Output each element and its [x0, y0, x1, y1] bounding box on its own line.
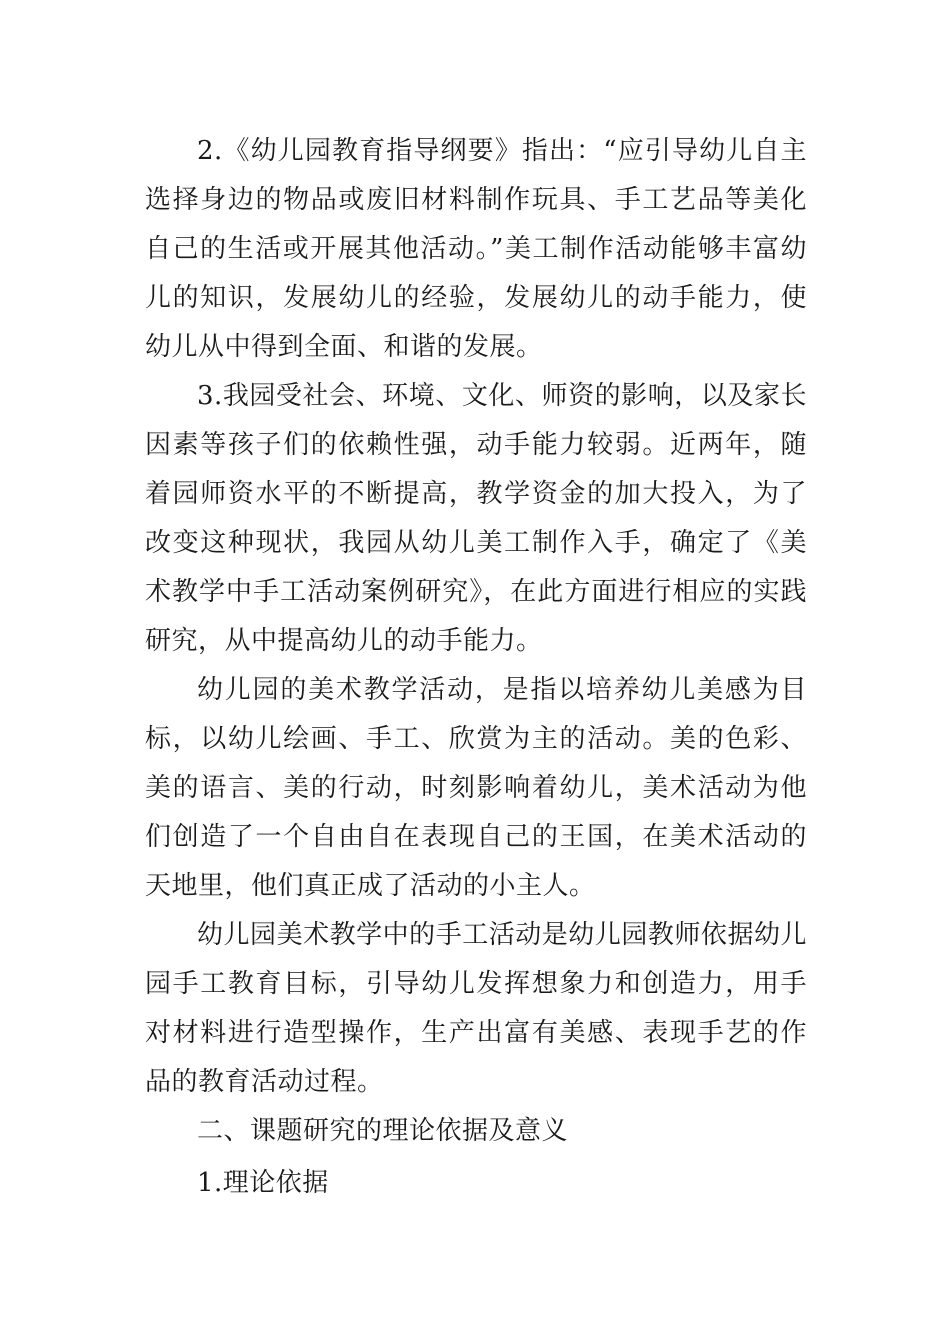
paragraph-kindergarten-situation: 3.我园受社会、环境、文化、师资的影响，以及家长因素等孩子们的依赖性强，动手能力较弱。近两年，随着园师资水平的不断提高，教学资金的加大投入，为了改变这种现状，我园从幼儿美工制作入手，确定了《美术教学中手工活动案例研究》，在此方面进行相应的实践研究，从中提高幼儿的动手能力。	[145, 381, 807, 656]
paragraph-handcraft-definition: 幼儿园美术教学中的手工活动是幼儿园教师依据幼儿园手工教育目标，引导幼儿发挥想象力和创造力，用手对材料进行造型操作，生产出富有美感、表现手艺的作品的教育活动过程。	[145, 920, 807, 1097]
document-page	[145, 127, 807, 1211]
subsection-heading: 1.理论依据	[197, 1168, 329, 1198]
section-heading: 二、课题研究的理论依据及意义	[197, 1116, 569, 1146]
paragraph-art-activity: 幼儿园的美术教学活动，是指以培养幼儿美感为目标，以幼儿绘画、手工、欣赏为主的活动。美的色彩、美的语言、美的行动，时刻影响着幼儿，美术活动为他们创造了一个自由自在表现自己的王国，在美术活动的天地里，他们真正成了活动的小主人。	[145, 675, 807, 901]
paragraph-guideline: 2.《幼儿园教育指导纲要》指出：“应引导幼儿自主选择身边的物品或废旧材料制作玩具、手工艺品等美化自己的生活或开展其他活动。”美工制作活动能够丰富幼儿的知识，发展幼儿的经验，发展幼儿的动手能力，使幼儿从中得到全面、和谐的发展。	[145, 136, 807, 362]
